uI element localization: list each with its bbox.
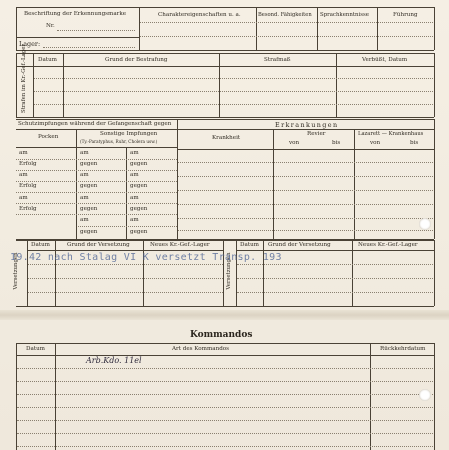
- sonst-am-4: am: [80, 217, 89, 223]
- revier-bis: bis: [332, 140, 341, 146]
- sonst-am-1: am: [80, 150, 89, 156]
- sonst-am-3: am: [80, 195, 89, 201]
- sonst-gegen-1: gegen: [80, 161, 98, 167]
- sonst-am-3b: am: [130, 195, 139, 201]
- versetzungen-side-label-right: Versetzungen: [226, 252, 232, 290]
- strafen-datum-header: Datum: [38, 57, 57, 63]
- lager-label: Lager:: [19, 40, 41, 48]
- versetzung-datum-header-right: Datum: [240, 242, 259, 248]
- punch-hole-lower: [419, 389, 431, 401]
- fuehrung-label: Führung: [393, 12, 418, 18]
- sonst-gegen-3: gegen: [80, 206, 98, 212]
- sonst-gegen-2b: gegen: [130, 183, 148, 189]
- punch-hole-upper: [419, 218, 431, 230]
- page-fold: [0, 310, 449, 320]
- kommando-datum-header: Datum: [26, 346, 45, 352]
- strafmass-header: Strafmaß: [264, 57, 291, 63]
- sprachen-label: Sprachkenntnisse: [320, 12, 369, 18]
- versetzung-datum-header-left: Datum: [31, 242, 50, 248]
- sonst-gegen-3b: gegen: [130, 206, 148, 212]
- neues-lager-header-left: Neues Kr.-Gef.-Lager: [150, 242, 210, 248]
- charakter-label: Charaktereigenschaften u. a.: [158, 12, 241, 18]
- strafen-side-label: Strafen im Kr.-Gef.-Lager: [21, 44, 27, 113]
- nr-label: Nr.: [46, 23, 55, 29]
- pocken-erfolg-3: Erfolg: [19, 206, 37, 212]
- rueckkehr-header: Rückkehrdatum: [380, 346, 426, 352]
- sonst-am-1b: am: [130, 150, 139, 156]
- pocken-am-3: am: [19, 195, 28, 201]
- krankheit-header: Krankheit: [212, 135, 241, 141]
- sonstige-sub-header: (Ty.-Paratyphus, Ruhr, Cholera usw.): [80, 139, 158, 144]
- versetzungen-side-label-left: Versetzungen: [13, 252, 19, 290]
- erkennungsmarke-label: Beschriftung der Erkennungsmarke: [24, 11, 127, 17]
- grund-versetzung-header-left: Grund der Versetzung: [67, 242, 130, 248]
- sonst-am-4b: am: [130, 217, 139, 223]
- kommando-entry-handwritten: Arb.Kdo. 11el: [86, 356, 142, 365]
- neues-lager-header-right: Neues Kr.-Gef.-Lager: [358, 242, 418, 248]
- versetzung-stamp: 19.42 nach Stalag VI K versetzt Transp. 193: [10, 252, 282, 263]
- verbuesst-header: Verbüßt, Datum: [362, 57, 408, 63]
- pocken-am-1: am: [19, 150, 28, 156]
- pocken-header: Pocken: [38, 134, 59, 140]
- grund-bestrafung-header: Grund der Bestrafung: [105, 57, 168, 63]
- pocken-erfolg-2: Erfolg: [19, 183, 37, 189]
- sonst-gegen-2: gegen: [80, 183, 98, 189]
- lazarett-header: Lazarett — Krankenhaus: [358, 131, 424, 137]
- pocken-erfolg-1: Erfolg: [19, 161, 37, 167]
- revier-header: Revier: [307, 131, 326, 137]
- lazarett-von: von: [370, 140, 381, 146]
- art-kommando-header: Art des Kommandos: [172, 346, 230, 352]
- sonst-am-2b: am: [130, 172, 139, 178]
- erkrankungen-title: Erkrankungen: [275, 121, 339, 129]
- sonstige-header: Sonstige Impfungen: [100, 131, 158, 137]
- sonst-gegen-4: gegen: [80, 229, 98, 235]
- sonst-gegen-1b: gegen: [130, 161, 148, 167]
- pocken-am-2: am: [19, 172, 28, 178]
- revier-von: von: [289, 140, 300, 146]
- lazarett-bis: bis: [410, 140, 419, 146]
- sonst-am-2: am: [80, 172, 89, 178]
- grund-versetzung-header-right: Grund der Versetzung: [268, 242, 331, 248]
- impfungen-title: Schutzimpfungen während der Gefangenschaft gegen: [18, 121, 172, 127]
- faehigkeiten-label: Besond. Fähigkeiten: [258, 12, 312, 18]
- kommandos-title: Kommandos: [190, 330, 253, 340]
- sonst-gegen-4b: gegen: [130, 229, 148, 235]
